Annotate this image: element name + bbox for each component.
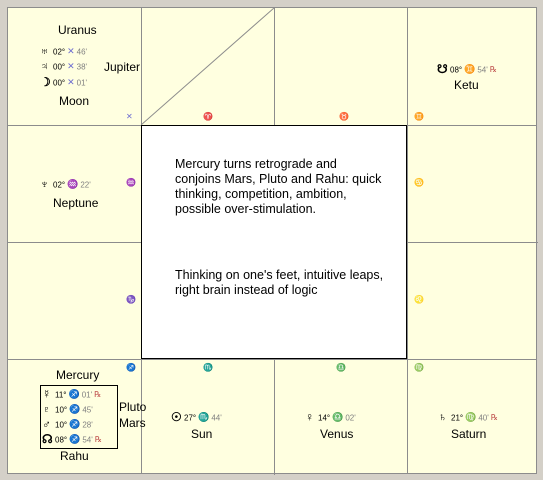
virgo-sign-icon: ♍ (465, 412, 477, 423)
capricorn-sign-icon: ♑ (126, 295, 136, 304)
aries-sign-icon: ♈ (203, 112, 213, 121)
jupiter-label: Jupiter (104, 60, 141, 74)
sagittarius-sign-icon: ♐ (69, 419, 81, 430)
mars-label: Mars (119, 416, 146, 430)
pluto-degree: 10° (55, 405, 68, 415)
retrograde-icon: ℞ (94, 390, 102, 400)
ketu-row (437, 63, 497, 76)
sun-label: Sun (191, 427, 213, 441)
pisces-sign-icon: ✕ (126, 112, 133, 121)
virgo-sign-icon: ♍ (414, 363, 424, 372)
libra-sign-icon: ♎ (336, 363, 346, 372)
moon-label: Moon (59, 94, 90, 108)
mars-glyph: ♂ (42, 417, 51, 432)
aquarius-sign-icon: ♒ (67, 179, 79, 190)
venus-minutes: 02' (345, 413, 356, 423)
pluto-minutes: 45' (82, 405, 93, 415)
venus-glyph: ♀ (305, 410, 314, 425)
grid-line (407, 242, 538, 243)
pisces-sign-icon: ✕ (67, 77, 75, 88)
retrograde-icon: ℞ (489, 65, 497, 75)
saturn-row (438, 411, 498, 424)
neptune-minutes: 22' (80, 180, 91, 190)
grid-line (8, 359, 536, 360)
pluto-label: Pluto (119, 400, 147, 414)
pluto-glyph: ♇ (42, 402, 51, 417)
jupiter-row (40, 60, 87, 73)
leo-sign-icon: ♌ (414, 295, 424, 304)
jupiter-glyph: ♃ (40, 59, 49, 74)
sagittarius-sign-icon: ♐ (69, 404, 81, 415)
mercury-label: Mercury (56, 368, 100, 382)
libra-sign-icon: ♎ (332, 412, 344, 423)
sun-row (171, 411, 222, 424)
grid-line (274, 8, 275, 125)
rahu-degree: 08° (55, 435, 68, 445)
saturn-minutes: 40' (478, 413, 489, 423)
grid-line (407, 8, 408, 473)
rahu-row (42, 433, 102, 446)
venus-label: Venus (320, 427, 354, 441)
taurus-sign-icon: ♉ (339, 112, 349, 121)
gemini-sign-icon: ♊ (464, 64, 476, 75)
neptune-degree: 02° (53, 180, 66, 190)
uranus-row (40, 45, 87, 58)
neptune-row (40, 178, 91, 191)
pluto-row (42, 403, 93, 416)
moon-row (40, 76, 87, 89)
mercury-row (42, 388, 101, 401)
venus-row (305, 411, 356, 424)
jupiter-degree: 00° (53, 62, 66, 72)
jupiter-minutes: 38' (76, 62, 88, 72)
moon-degree: 00° (53, 78, 66, 88)
rahu-glyph: ☊ (42, 432, 53, 447)
pisces-sign-icon: ✕ (67, 46, 75, 57)
saturn-label: Saturn (451, 427, 487, 441)
ketu-minutes: 54' (477, 65, 488, 75)
ketu-label: Ketu (454, 78, 479, 92)
retrograde-icon: ℞ (490, 413, 498, 423)
interpretation-panel (141, 125, 407, 359)
mars-degree: 10° (55, 420, 68, 430)
rahu-label: Rahu (60, 449, 89, 463)
grid-line (274, 359, 275, 475)
saturn-degree: 21° (451, 413, 464, 423)
cancer-sign-icon: ♋ (414, 178, 424, 187)
interpretation-text-1: Mercury turns retrograde and conjoins Mars, Pluto and Rahu: quick thinking, competition, ambition, possible over-stimulation. (175, 157, 382, 216)
ketu-degree: 08° (450, 65, 463, 75)
uranus-label: Uranus (58, 23, 97, 37)
interpretation-text-2: Thinking on one's feet, intuitive leaps, right brain instead of logic (175, 268, 384, 297)
uranus-glyph: ♅ (40, 44, 49, 59)
neptune-glyph: ♆ (40, 177, 49, 192)
neptune-label: Neptune (53, 196, 99, 210)
sagittarius-sign-icon: ♐ (69, 434, 81, 445)
scorpio-sign-icon: ♏ (198, 412, 210, 423)
scorpio-sign-icon: ♏ (203, 363, 213, 372)
mars-row (42, 418, 93, 431)
mercury-minutes: 01' (81, 390, 93, 400)
sagittarius-sign-icon: ♐ (68, 389, 80, 400)
sun-minutes: 44' (211, 413, 222, 423)
moon-minutes: 01' (76, 78, 88, 88)
gemini-sign-icon: ♊ (414, 112, 424, 121)
saturn-glyph: ♄ (438, 410, 447, 425)
mars-minutes: 28' (82, 420, 93, 430)
mercury-degree: 11° (55, 390, 67, 400)
sun-degree: 27° (184, 413, 197, 423)
uranus-minutes: 46' (76, 47, 88, 57)
sun-glyph: ☉ (171, 410, 182, 425)
rahu-minutes: 54' (82, 435, 93, 445)
mercury-glyph: ☿ (42, 387, 51, 402)
pisces-sign-icon: ✕ (67, 61, 75, 72)
diagonal-line (141, 8, 274, 125)
retrograde-icon: ℞ (94, 435, 102, 445)
ketu-glyph: ☋ (437, 62, 448, 77)
grid-line (8, 242, 141, 243)
uranus-degree: 02° (53, 47, 66, 57)
sagittarius-sign-icon: ♐ (126, 363, 136, 372)
astrology-chart (7, 7, 537, 474)
aquarius-sign-icon: ♒ (126, 178, 136, 187)
moon-glyph: ☽ (40, 75, 51, 90)
venus-degree: 14° (318, 413, 331, 423)
